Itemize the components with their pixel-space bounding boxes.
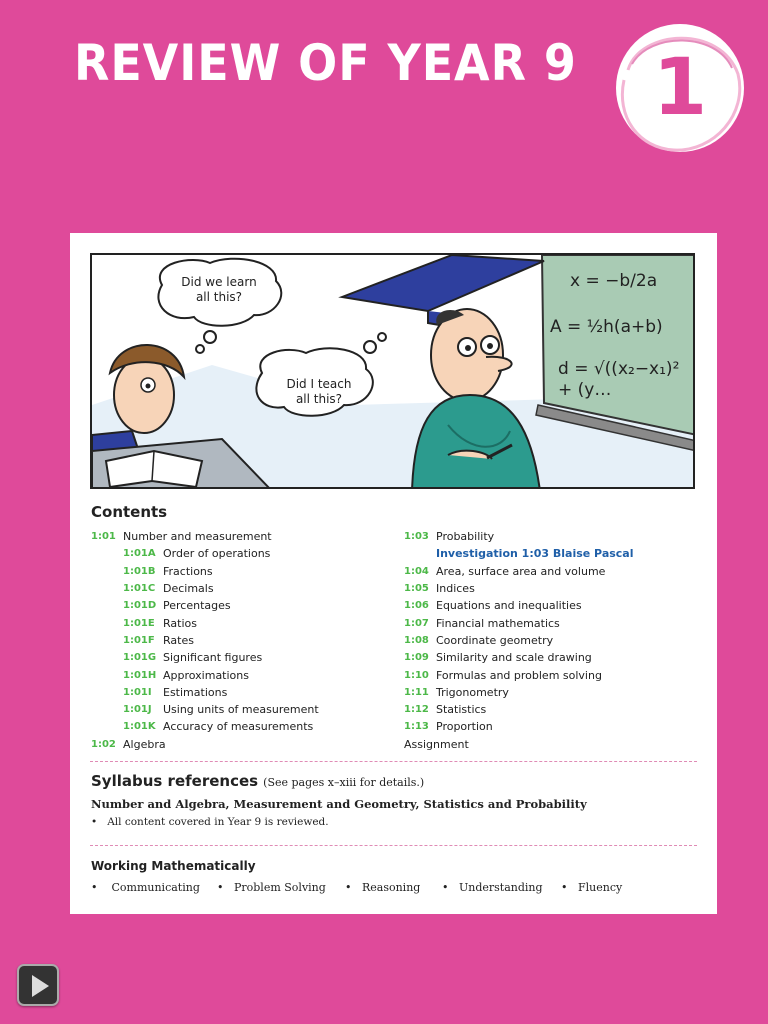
divider: [90, 761, 697, 762]
contents-item-code: 1:05: [404, 583, 429, 595]
syllabus-bullet: [91, 816, 329, 828]
contents-item-code: 1:06: [404, 600, 429, 612]
contents-item-label: Financial mathematics: [436, 616, 560, 630]
contents-item-label: Area, surface area and volume: [436, 564, 606, 578]
contents-item-label: Equations and inequalities: [436, 599, 582, 613]
contents-item-code: 1:01F: [123, 634, 155, 646]
play-icon: [32, 975, 49, 997]
contents-item-code: 1:01E: [123, 617, 155, 629]
contents-item-label: Approximations: [163, 668, 249, 682]
contents-item[interactable]: [404, 684, 704, 701]
contents-item-code: 1:01C: [123, 583, 156, 595]
bullet-icon: •: [91, 881, 112, 894]
contents-item[interactable]: [91, 701, 401, 718]
contents-item[interactable]: [404, 736, 704, 753]
student-thought-text: Did we learn all this?: [181, 275, 257, 304]
contents-item[interactable]: [404, 718, 704, 735]
syllabus-bullet-text: All content covered in Year 9 is reviewed.: [107, 816, 329, 828]
contents-item[interactable]: [91, 736, 401, 753]
contents-item-code: 1:08: [404, 634, 429, 646]
contents-item-label: Trigonometry: [436, 685, 509, 699]
contents-item[interactable]: [404, 528, 704, 545]
bullet-icon: •: [442, 881, 459, 894]
contents-item-code: 1:02: [91, 738, 116, 750]
contents-item-label: Algebra: [123, 737, 166, 751]
contents-item-label: Decimals: [163, 582, 214, 596]
contents-right-column: [404, 528, 704, 753]
contents-item[interactable]: [404, 632, 704, 649]
contents-item-code: 1:11: [404, 686, 429, 698]
contents-item-code: 1:01G: [123, 652, 157, 664]
contents-left-column: [91, 528, 401, 753]
contents-item-label: Accuracy of measurements: [163, 720, 314, 734]
contents-item[interactable]: [404, 666, 704, 683]
chapter-number: 1: [652, 43, 708, 133]
contents-item[interactable]: [91, 614, 401, 631]
bullet-icon: •: [91, 816, 108, 828]
contents-item-label: Proportion: [436, 720, 493, 734]
board-formula-2: A = ½h(a+b): [550, 317, 663, 337]
contents-item[interactable]: [404, 649, 704, 666]
contents-item-label: Indices: [436, 582, 475, 596]
contents-item-label: Rates: [163, 633, 194, 647]
wm-item-label: Fluency: [577, 881, 623, 894]
contents-item[interactable]: [91, 528, 401, 545]
contents-item[interactable]: [404, 580, 704, 597]
contents-item[interactable]: [91, 580, 401, 597]
contents-item-code: 1:13: [404, 721, 429, 733]
contents-item-code: 1:01I: [123, 686, 152, 698]
contents-item-code: 1:04: [404, 565, 429, 577]
syllabus-note: (See pages x–xiii for details.): [263, 776, 425, 789]
chapter-title: REVIEW OF YEAR 9: [74, 34, 577, 92]
wm-item-communicating: [91, 881, 200, 894]
wm-item-problem-solving: [217, 881, 326, 894]
contents-item-label: Fractions: [163, 564, 213, 578]
wm-item-label: Problem Solving: [233, 881, 326, 894]
play-button[interactable]: [17, 964, 59, 1006]
contents-item[interactable]: [404, 545, 704, 562]
contents-item-label: Statistics: [436, 703, 487, 717]
wm-item-label: Understanding: [458, 881, 543, 894]
working-mathematically-heading: Working Mathematically: [91, 859, 256, 873]
syllabus-title: Syllabus references: [91, 772, 259, 790]
contents-item[interactable]: [91, 666, 401, 683]
contents-item-code: 1:01B: [123, 565, 156, 577]
contents-item-code: 1:01J: [123, 704, 152, 716]
teacher-thought-text: Did I teach all this?: [286, 377, 352, 406]
bullet-icon: •: [217, 881, 234, 894]
contents-item-code: 1:09: [404, 652, 429, 664]
wm-item-fluency: [561, 881, 622, 894]
contents-item-code: 1:12: [404, 704, 429, 716]
contents-item-code: 1:07: [404, 617, 429, 629]
bullet-icon: •: [561, 881, 578, 894]
contents-item-label: Coordinate geometry: [436, 633, 554, 647]
contents-item-code: 1:01D: [123, 600, 157, 612]
contents-item[interactable]: [91, 545, 401, 562]
contents-item[interactable]: [404, 563, 704, 580]
contents-item-label: Percentages: [163, 599, 231, 613]
contents-item-label: Formulas and problem solving: [436, 668, 602, 682]
contents-item-code: 1:01H: [123, 669, 157, 681]
contents-item[interactable]: [91, 649, 401, 666]
contents-item-label: Order of operations: [163, 547, 271, 561]
divider: [90, 845, 697, 846]
contents-item[interactable]: [404, 597, 704, 614]
syllabus-strands: Number and Algebra, Measurement and Geometry, Statistics and Probability: [91, 797, 587, 811]
contents-item-code: 1:01K: [123, 721, 156, 733]
syllabus-heading: [91, 771, 424, 790]
contents-item-label: Number and measurement: [123, 530, 272, 544]
board-formula-3: d = √((x₂−x₁)² + (y…: [558, 359, 680, 401]
contents-item[interactable]: [91, 718, 401, 735]
contents-item-label: Significant figures: [163, 651, 263, 665]
wm-item-reasoning: [345, 881, 420, 894]
contents-item[interactable]: [91, 684, 401, 701]
bullet-icon: •: [345, 881, 362, 894]
contents-item[interactable]: [91, 563, 401, 580]
contents-item[interactable]: [404, 614, 704, 631]
contents-item-label: Estimations: [163, 685, 228, 699]
contents-item-label: Investigation 1:03 Blaise Pascal: [436, 547, 634, 561]
content-panel: [70, 233, 717, 914]
contents-item[interactable]: [91, 597, 401, 614]
wm-item-label: Reasoning: [361, 881, 421, 894]
contents-item-label: Assignment: [404, 737, 469, 751]
contents-heading: Contents: [91, 503, 168, 521]
contents-item[interactable]: [404, 701, 704, 718]
wm-item-understanding: [442, 881, 543, 894]
contents-item-code: 1:01: [91, 531, 116, 543]
contents-item-label: Using units of measurement: [163, 703, 319, 717]
cartoon-illustration: [90, 253, 695, 489]
board-formula-1: x = −b/2a: [570, 271, 658, 291]
contents-item[interactable]: [91, 632, 401, 649]
chapter-number-badge: [610, 18, 750, 158]
contents-item-label: Ratios: [163, 616, 197, 630]
contents-item-code: 1:01A: [123, 548, 156, 560]
contents-item-label: Probability: [436, 530, 495, 544]
contents-item-code: 1:10: [404, 669, 429, 681]
contents-item-code: 1:03: [404, 531, 429, 543]
contents-item-label: Similarity and scale drawing: [436, 651, 592, 665]
wm-item-label: Communicating: [111, 881, 200, 894]
